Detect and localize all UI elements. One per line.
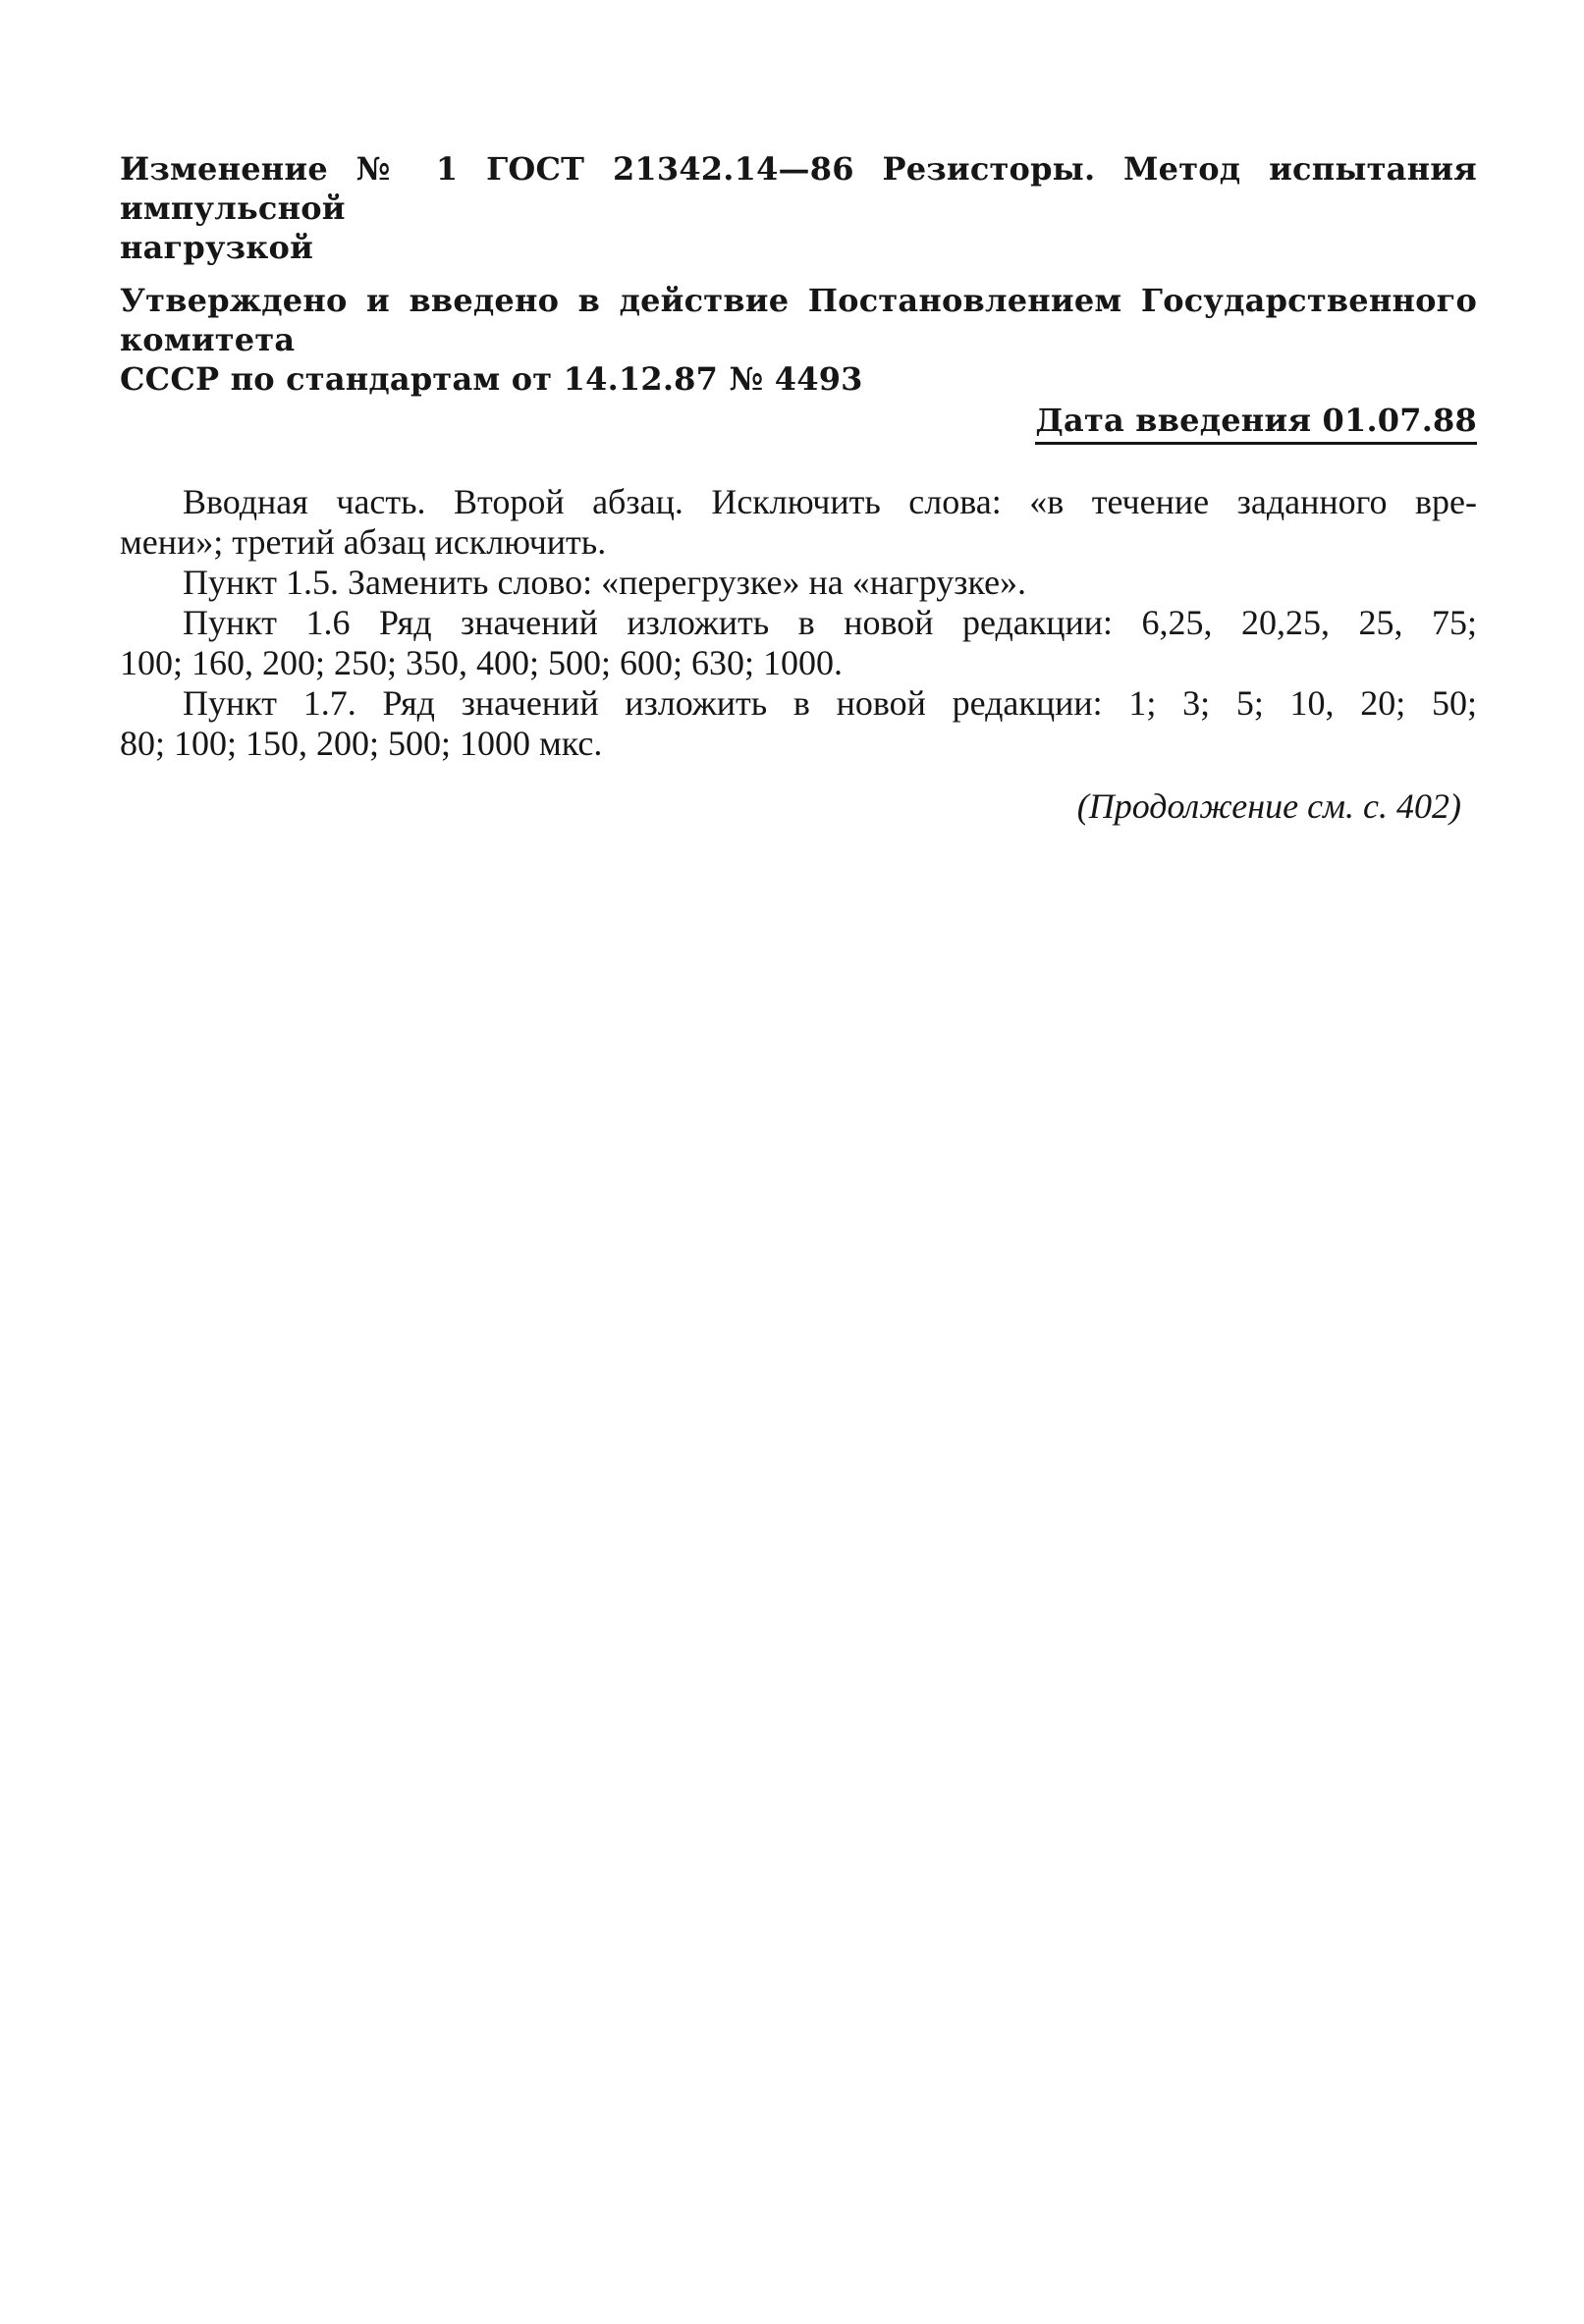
approval-statement: [120, 281, 1477, 399]
paragraph-intro-part: [120, 482, 1477, 563]
paragraph-line: 80; 100; 150, 200; 500; 1000 мкс.: [120, 724, 603, 763]
paragraph-item-1-5: [120, 563, 1477, 603]
paragraph-line: Вводная часть. Второй абзац. Исключить слова: «в течение заданного вре-: [183, 482, 1477, 521]
approval-statement-line-1: Утверждено и введено в действие Постановлением Государственного комитета: [120, 282, 1477, 358]
paragraph-line: Пункт 1.5. Заменить слово: «перегрузке» на «нагрузке».: [183, 563, 1027, 602]
amendment-body: [120, 482, 1477, 764]
amendment-title-line-2: нагрузкой: [120, 229, 314, 266]
document-page: [120, 149, 1477, 827]
paragraph-line: 100; 160, 200; 250; 350, 400; 500; 600; 630; 1000.: [120, 643, 844, 682]
amendment-title-line-1: Изменение № 1 ГОСТ 21342.14—86 Резисторы. Метод испытания импульсной: [120, 150, 1477, 227]
amendment-title: [120, 149, 1477, 267]
paragraph-item-1-6: [120, 603, 1477, 683]
continuation-note: (Продолжение см. с. 402): [1076, 786, 1461, 826]
paragraph-line: Пункт 1.7. Ряд значений изложить в новой редакции: 1; 3; 5; 10, 20; 50;: [183, 683, 1477, 723]
approval-statement-line-2: СССР по стандартам от 14.12.87 № 4493: [120, 360, 863, 398]
paragraph-line: мени»; третий абзац исключить.: [120, 522, 607, 562]
paragraph-item-1-7: [120, 683, 1477, 764]
paragraph-line: Пункт 1.6 Ряд значений изложить в новой редакции: 6,25, 20,25, 25, 75;: [183, 603, 1477, 642]
intro-date: Дата введения 01.07.88: [1035, 401, 1477, 445]
intro-date-row: [120, 401, 1477, 445]
